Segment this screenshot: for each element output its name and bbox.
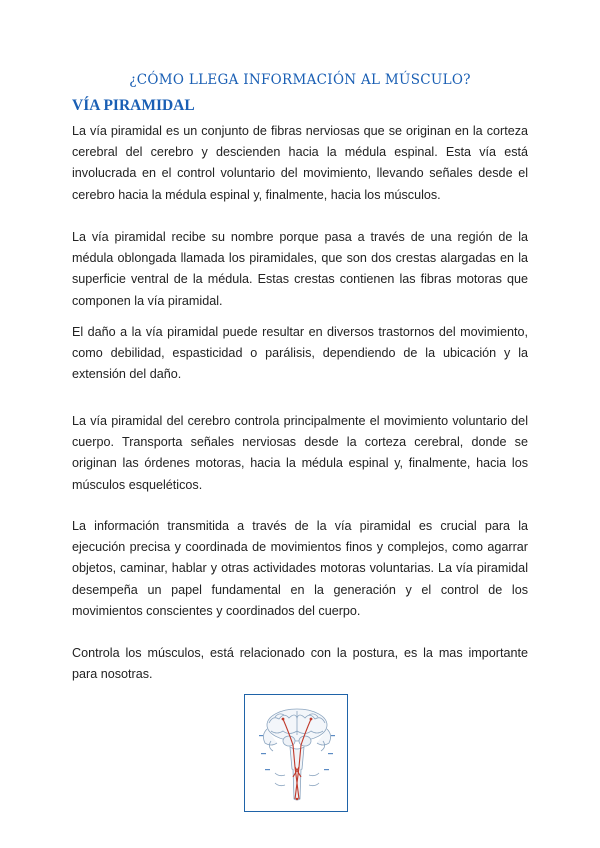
- paragraph: El daño a la vía piramidal puede resultar en diversos trastornos del movimiento, como debilidad, espasticidad o parálisis, dependiendo de la ubicación y la extensión del daño.: [72, 325, 528, 382]
- paragraph: La vía piramidal es un conjunto de fibras nerviosas que se originan en la corteza cerebral del cerebro y descienden hacia la médula espinal. Esta vía está involucrada en el control voluntario del movimiento, llevando señales desde el cerebro hacia la médula espinal y, finalmente, hacia los músculos.: [72, 124, 528, 202]
- paragraph: Controla los músculos, está relacionado con la postura, es la mas importante para nosotras.: [72, 646, 528, 682]
- pyramidal-pathway-illustration: [245, 695, 349, 813]
- paragraph: La información transmitida a través de la vía piramidal es crucial para la ejecución precisa y coordinada de movimientos finos y complejos, como agarrar objetos, caminar, hablar y otras actividades motoras voluntarias. La vía piramidal desempeña un papel fundamental en la generación y el control de los movimientos conscientes y coordinados del cuerpo.: [72, 519, 528, 618]
- section-heading: VÍA PIRAMIDAL: [72, 97, 195, 114]
- page-title: ¿CÓMO LLEGA INFORMACIÓN AL MÚSCULO?: [129, 72, 471, 88]
- pyramidal-pathway-figure: [244, 694, 348, 812]
- paragraph: La vía piramidal recibe su nombre porque pasa a través de una región de la médula oblongada llamada los piramidales, que son dos crestas alargadas en la superficie ventral de la médula. Estas crestas contienen las fibras motoras que componen la vía piramidal.: [72, 230, 528, 308]
- paragraph: La vía piramidal del cerebro controla principalmente el movimiento voluntario del cuerpo. Transporta señales nerviosas desde la corteza cerebral, donde se originan las órdenes motoras, hacia la médula espinal y, finalmente, hacia los músculos esqueléticos.: [72, 414, 528, 492]
